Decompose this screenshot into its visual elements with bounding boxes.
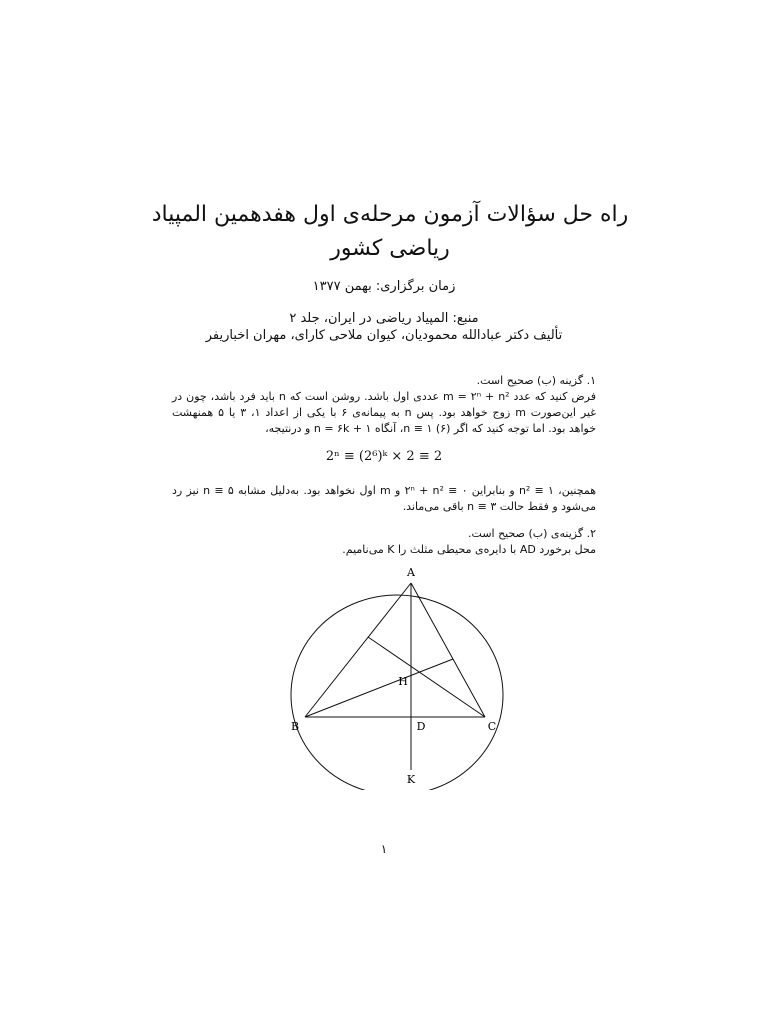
- source-book: منبع: المپیاد ریاضی در ایران، جلد ۲: [289, 311, 479, 326]
- solution-2-number: ۲.: [586, 527, 596, 540]
- solution-2: [172, 526, 596, 558]
- page-title: راه حل سؤالات آزمون مرحله‌ی اول هفدهمین المپیاد ریاضی کشور: [151, 202, 629, 261]
- solution-1-number: ۱.: [586, 374, 596, 387]
- page-number: ۱: [380, 842, 388, 856]
- label-a: A: [407, 566, 415, 579]
- solution-2-answer: [172, 526, 596, 542]
- altitude-b: [305, 659, 453, 717]
- source-info: [0, 310, 768, 344]
- source-authors: تألیف دکتر عبادالله محمودیان، کیوان ملاحی کارای، مهران اخباریفر: [205, 328, 563, 343]
- label-h: H: [398, 675, 408, 688]
- label-c: C: [487, 720, 497, 733]
- label-d: D: [416, 720, 426, 733]
- solution-1-answer: [172, 373, 596, 389]
- exam-date: زمان برگزاری: بهمن ۱۳۷۷: [312, 279, 456, 294]
- solution-1-paragraph-1: فرض کنید که عدد m = ۲ⁿ + n² عددی اول باشد. روشن است که n باید فرد باشد، چون در غیر این‌صورت m زوج خواهد بود. پس n به پیمانه‌ی ۶ با یکی از اعداد ۱، ۳ یا ۵ همنهشت خواهد بود. اما توجه کنید که اگر n ≡ ۱ (۶)، آنگاه n = ۶k + ۱ و درنتیجه،: [172, 390, 597, 435]
- solution-1-paragraph-2: همچنین، n² ≡ ۱ و بنابراین ۲ⁿ + n² ≡ ۰ و m اول نخواهد بود. به‌دلیل مشابه n ≡ ۵ نیز رد می‌شود و فقط حالت n ≡ ۳ باقی می‌ماند.: [172, 484, 597, 513]
- label-b: B: [290, 720, 300, 733]
- solution-2-paragraph-1: محل برخورد AD با دایره‌ی محیطی مثلث را K می‌نامیم.: [342, 543, 596, 556]
- side-ab: [305, 583, 411, 717]
- solution-1-equation: 2ⁿ ≡ (2⁶)ᵏ × 2 ≡ 2: [325, 449, 443, 464]
- solution-1: [172, 373, 596, 437]
- side-ac: [411, 583, 485, 717]
- circle-triangle-diagram: [280, 565, 510, 790]
- geometry-figure: [280, 565, 510, 794]
- altitude-c: [368, 637, 485, 717]
- solution-1-answer-text: گزینه (ب) صحیح است.: [476, 374, 584, 387]
- solution-2-answer-text: گزینه‌ی (ب) صحیح است.: [468, 527, 584, 540]
- label-k: K: [406, 773, 416, 786]
